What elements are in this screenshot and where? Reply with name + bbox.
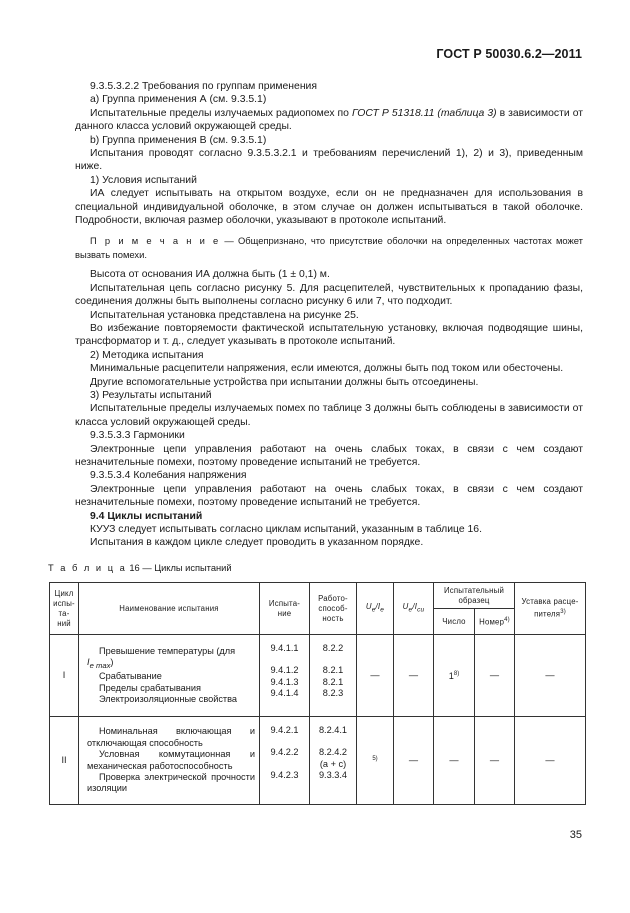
test-cycles-table xyxy=(49,582,586,805)
note: П р и м е ч а н и е — Общепризнано, что присутствие оболочки на определенных частотах может вызвать помехи. xyxy=(75,235,583,260)
table-row xyxy=(50,635,586,717)
ue-ie-value: 5) xyxy=(357,717,394,805)
sample-number: — xyxy=(475,717,515,805)
paragraph: Электронные цепи управления работают на очень слабых токах, в связи с чем создают незначительные помехи, поэтому проведение испытаний не требуется. xyxy=(75,443,583,468)
paragraph: КУУЗ следует испытывать согласно циклам испытаний, указанным в таблице 16. xyxy=(90,524,482,535)
header-ue-ie: $U_e/I_e$ xyxy=(357,583,394,635)
paragraph: Электронные цепи управления работают на очень слабых токах, в связи с чем создают незначительные помехи, поэтому проведение испытаний не требуется. xyxy=(75,483,583,509)
paragraph: Испытания в каждом цикле следует проводить в указанном порядке. xyxy=(90,537,424,549)
paragraph: Минимальные расцепители напряжения, если имеются, должны быть под током или обесточены. xyxy=(90,363,564,375)
header-cycle: Цикл испы- та- ний xyxy=(50,583,79,635)
ue-ie-value: — xyxy=(357,635,394,717)
test-names: Превышение температуры (для $I_{e max}$) Срабатывание Пределы срабатывания Электроизоляционные свойства xyxy=(79,635,260,717)
paragraph: 9.3.5.3.4 Колебания напряжения xyxy=(90,470,247,482)
sample-count: 1$^{8)}$ xyxy=(434,635,475,717)
paragraph: b) Группа применения В (см. 9.3.5.1) xyxy=(90,134,267,146)
body-text xyxy=(75,80,583,550)
paragraph: Во избежание повторяемости фактической испытательную установку, включая подводящие шины, трансформатор и т. д., следует указывать в протоколе испытаний. xyxy=(75,322,583,348)
paragraph: 9.3.5.3.2.2 Требования по группам применения xyxy=(90,81,317,92)
standard-reference: ГОСТ Р 51318.11 (таблица 3) xyxy=(351,107,497,119)
paragraph: Высота от основания ИА должна быть (1 ± 0,1) м. xyxy=(90,269,330,281)
page-number: 35 xyxy=(569,829,582,841)
paragraph: 9.3.5.3.3 Гармоники xyxy=(90,430,185,442)
header-performance: Работо- способ- ность xyxy=(310,583,357,635)
ue-icu-value: — xyxy=(394,635,434,717)
header-test-name: Наименование испытания xyxy=(79,583,260,635)
document-header: ГОСТ Р 50030.6.2—2011 xyxy=(436,47,582,61)
header-release-setting: Уставка расце- пителя$^{3)}$ xyxy=(515,583,586,635)
header-test: Испыта- ние xyxy=(260,583,310,635)
test-codes: 9.4.1.1 9.4.1.2 9.4.1.3 9.4.1.4 xyxy=(260,635,310,717)
section-heading: 9.4 Циклы испытаний xyxy=(90,510,203,522)
test-names: Номинальная включающая и отключающая способность Условная коммутационная и механическая работоспособность Проверка электрической прочности изоляции xyxy=(79,717,260,805)
release-setting: — xyxy=(515,635,586,717)
header-ue-icu: $U_e/I_{cu}$ xyxy=(394,583,434,635)
paragraph: Испытательные пределы излучаемых помех по таблице 3 должны быть соблюдены в зависимости от класса условий окружающей среды. xyxy=(75,403,583,428)
paragraph: 1) Условия испытаний xyxy=(90,174,197,186)
sample-count: — xyxy=(434,717,475,805)
paragraph: а) Группа применения А (см. 9.3.5.1) xyxy=(90,94,267,106)
table-caption: Т а б л и ц а 16 — Циклы испытаний xyxy=(48,563,232,573)
test-codes: 9.4.2.1 9.4.2.2 9.4.2.3 xyxy=(260,717,310,805)
paragraph: 2) Методика испытания xyxy=(90,349,204,361)
ue-icu-value: — xyxy=(394,717,434,805)
performance-refs: 8.2.2 8.2.1 8.2.1 8.2.3 xyxy=(310,635,357,717)
paragraph: Испытательная установка представлена на рисунке 25. xyxy=(90,309,359,321)
header-count: Число xyxy=(434,609,475,635)
paragraph: Испытательные пределы излучаемых радиопомех по ГОСТ Р 51318.11 (таблица 3) в зависимости от данного класса условий окружающей среды. xyxy=(75,107,584,133)
paragraph: Испытания проводят согласно 9.3.5.3.2.1 и требованиям перечислений 1), 2) и 3), приведенным ниже. xyxy=(75,148,583,173)
table-row xyxy=(50,717,586,805)
sample-number: — xyxy=(475,635,515,717)
cycle-label: I xyxy=(50,635,79,717)
paragraph: ИА следует испытывать на открытом воздухе, если он не предназначен для использования в специальной индивидуальной оболочке, в этом случае он должен испытываться в такой оболочке. Подробности, включая размер оболочки, указывают в протоколе испытаний. xyxy=(75,188,583,227)
cycle-label: II xyxy=(50,717,79,805)
release-setting: — xyxy=(515,717,586,805)
note-label: П р и м е ч а н и е xyxy=(90,235,221,247)
paragraph: 3) Результаты испытаний xyxy=(90,389,212,401)
header-number: Номер$^{4)}$ xyxy=(475,609,515,635)
performance-refs: 8.2.4.1 8.2.4.2 (а + с) 9.3.3.4 xyxy=(310,717,357,805)
header-test-sample: Испытательный образец xyxy=(434,583,515,609)
paragraph: Другие вспомогательные устройства при испытании должны быть отсоединены. xyxy=(90,376,479,388)
paragraph: Испытательная цепь согласно рисунку 5. Для расцепителей, чувствительных к пропаданию фазы, соединения должны быть выполнены согласно рисунку 6 или 7, что подходит. xyxy=(75,282,583,308)
